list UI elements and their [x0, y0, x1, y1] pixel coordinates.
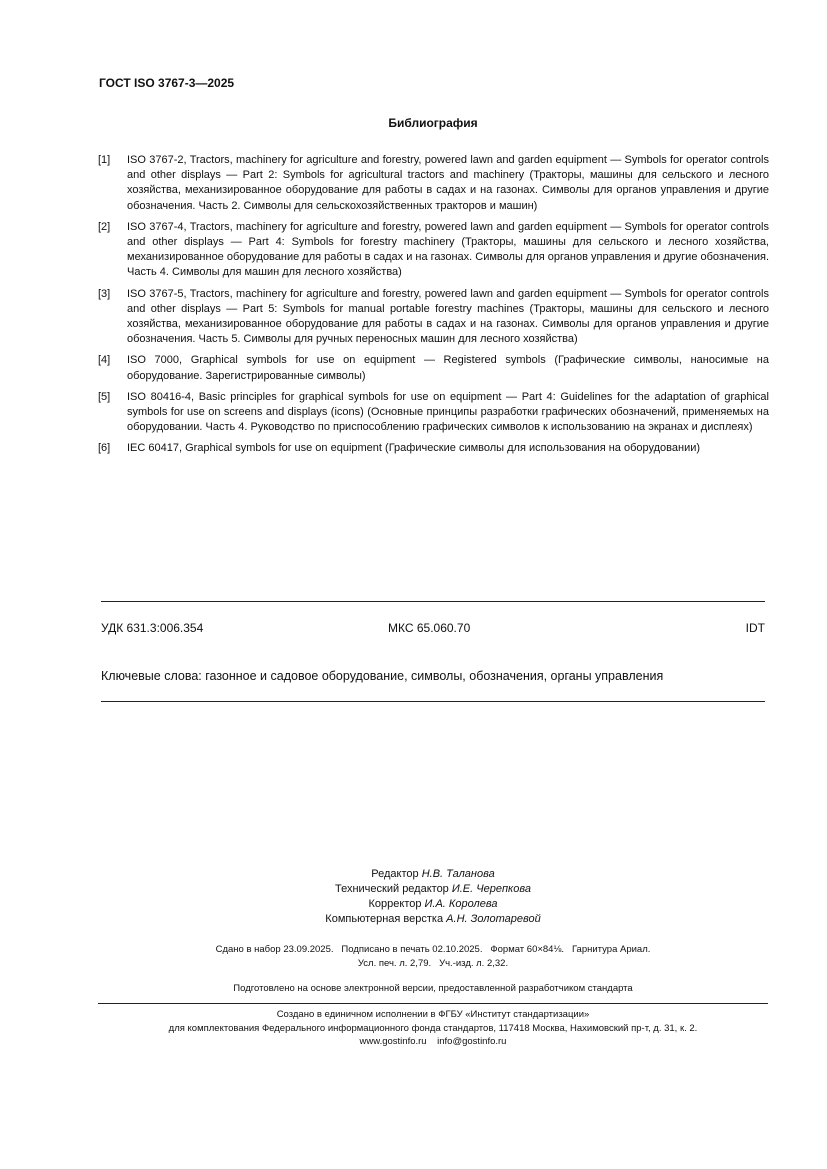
ref-number: [3] — [98, 287, 111, 300]
publication-line-1: Сдано в набор 23.09.2025. Подписано в печать 02.10.2025. Формат 60×84⅛. Гарнитура Ариал. — [215, 944, 651, 955]
made-line-1: Создано в единичном исполнении в ФГБУ «Институт стандартизации» — [276, 1009, 590, 1020]
credit-corrector — [0, 897, 827, 912]
keywords: Ключевые слова: газонное и садовое оборудование, символы, обозначения, органы управления — [101, 669, 664, 683]
credit-role: Технический редактор — [334, 883, 449, 895]
ref-number: [4] — [98, 354, 111, 367]
bibliography-list — [98, 153, 769, 463]
credit-editor — [0, 867, 827, 882]
bibliography-item — [98, 353, 769, 383]
ref-text: ISO 80416-4, Basic principles for graphical symbols for use on equipment — Part 4: Guidelines for the adaptation of graphical symbols for use on screens and displays (icons) (Основные принципы разработки графических обозначений, применяемых на оборудовании. Часть 4. Руководство по приспособлению графических символов к использованию на экранах и дисплеях) — [127, 390, 769, 434]
bibliography-title: Библиография — [388, 116, 478, 130]
prepared-note: Подготовлено на основе электронной версии, предоставленной разработчиком стандарта — [233, 983, 633, 994]
ref-text: ISO 7000, Graphical symbols for use on equipment — Registered symbols (Графические символы, наносимые на оборудование. Зарегистрированные символы) — [127, 354, 769, 382]
credit-name: И.Е. Черепкова — [451, 883, 531, 895]
divider-top — [101, 601, 765, 602]
made-info — [0, 1008, 827, 1049]
credit-name: И.А. Королева — [424, 898, 498, 910]
credit-name: Н.В. Таланова — [421, 868, 495, 880]
classification-row — [101, 621, 765, 637]
publication-line-2: Усл. печ. л. 2,79. Уч.-изд. л. 2,32. — [357, 958, 509, 969]
divider-keywords — [101, 701, 765, 702]
credit-role: Редактор — [371, 868, 419, 880]
credit-name: А.Н. Золотаревой — [446, 913, 541, 925]
ref-number: [2] — [98, 220, 111, 233]
divider-bottom — [98, 1003, 768, 1004]
mks-code: МКС 65.060.70 — [388, 621, 471, 635]
bibliography-item — [98, 220, 769, 281]
udk-code: УДК 631.3:006.354 — [101, 621, 204, 635]
credit-role: Корректор — [368, 898, 422, 910]
publication-info — [0, 943, 827, 971]
ref-text: ISO 3767-4, Tractors, machinery for agriculture and forestry, powered lawn and garden equipment — Symbols for operator controls and other displays — Part 4: Symbols for forestry machinery (Тракторы, машины для сельского и лесного хозяйства, механизированное оборудование для работы в садах и на газонах. Символы для органов управления и другие обозначения. Часть 4. Символы для машин для лесного хозяйства) — [127, 220, 769, 279]
made-line-3: www.gostinfo.ru info@gostinfo.ru — [359, 1036, 507, 1047]
bibliography-item — [98, 390, 769, 436]
credit-tech-editor — [0, 882, 827, 897]
ref-number: [6] — [98, 442, 111, 455]
credit-layout — [0, 912, 827, 927]
ref-text: ISO 3767-2, Tractors, machinery for agriculture and forestry, powered lawn and garden equipment — Symbols for operator controls and other displays — Part 2: Symbols for agricultural tractors and machinery (Тракторы, машины для сельского и лесного хозяйства, механизированное оборудование для работы в садах и на газонах. Символы для органов управления и другие обозначения. Часть 2. Символы для сельскохозяйственных тракторов и машин) — [127, 154, 769, 212]
bibliography-item — [98, 153, 769, 214]
ref-number: [1] — [98, 154, 111, 166]
idt-label: IDT — [745, 621, 765, 635]
ref-text: ISO 3767-5, Tractors, machinery for agriculture and forestry, powered lawn and garden equipment — Symbols for operator controls and other displays — Part 5: Symbols for manual portable forestry machines (Тракторы, машины для сельского и лесного хозяйства, механизированное оборудование для работы в садах и на газонах. Символы для органов управления и другие обозначения. Часть 5. Символы для ручных переносных машин для лесного хозяйства) — [127, 287, 769, 346]
credits-block — [0, 867, 827, 927]
bibliography-item — [98, 287, 769, 348]
bibliography-item — [98, 441, 769, 456]
made-line-2: для комплектования Федерального информационного фонда стандартов, 117418 Москва, Нахимовский пр-т, д. 31, к. 2. — [168, 1022, 698, 1034]
ref-number: [5] — [98, 390, 111, 403]
ref-text: IEC 60417, Graphical symbols for use on equipment (Графические символы для использования на оборудовании) — [127, 442, 701, 455]
credit-role: Компьютерная верстка — [325, 913, 444, 925]
standard-code: ГОСТ ISO 3767-3—2025 — [99, 76, 235, 90]
